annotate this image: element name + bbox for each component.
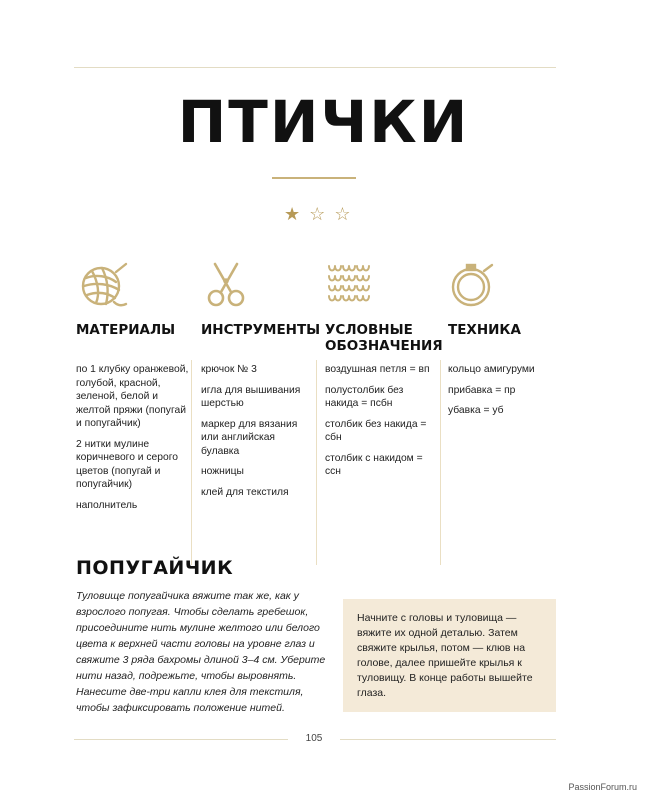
column-divider — [440, 360, 441, 565]
list-item: кольцо амигуруми — [448, 364, 535, 375]
page-number: 105 — [305, 733, 323, 744]
symbols-heading: УСЛОВНЫЕ ОБОЗНАЧЕНИЯ — [325, 322, 443, 354]
scissors-icon — [201, 262, 251, 308]
section-heading: ПОПУГАЙЧИК — [76, 557, 234, 579]
list-item: наполнитель — [76, 499, 138, 511]
column-divider — [316, 360, 317, 565]
list-item: 2 нитки мулине коричневого и серого цветов (попугай и попугайчик) — [76, 438, 178, 490]
materials-column — [76, 322, 190, 511]
technique-heading: ТЕХНИКА — [448, 322, 521, 338]
embroidery-hoop-icon — [448, 262, 498, 308]
star-empty-icon: ☆ — [334, 204, 353, 224]
section-body: Туловище попугайчика вяжите так же, как у взрослого попугая. Чтобы сделать гребешок, присоедините нить мулине желтого или белого цвета к верхней части головы на уровне глаз и свяжите 3 ряда бахромы длиной 3–4 см. Уберите нити назад, подрежьте, чтобы выровнять. Нанесите две-три капли клея для текстиля, чтобы зафиксировать положение нитей. — [76, 590, 326, 714]
footer-rule-right — [340, 739, 556, 740]
technique-column — [448, 322, 562, 416]
page-title: ПТИЧКИ — [177, 88, 470, 156]
column-divider — [191, 360, 192, 565]
yarn-ball-icon — [78, 262, 128, 308]
tip-text: Начните с головы и туловища — вяжите их одной деталью. Затем свяжите крылья, потом — клюв на голове, далее пришейте крылья к туловищу. В конце работы вышейте глаза. — [357, 612, 533, 699]
star-empty-icon: ☆ — [309, 204, 328, 224]
materials-list — [76, 363, 190, 519]
technique-list — [448, 363, 562, 425]
list-item: прибавка = пр — [448, 384, 516, 396]
symbols-list — [325, 363, 439, 486]
watermark: PassionForum.ru — [568, 782, 637, 792]
list-item: ножницы — [201, 466, 244, 477]
star-filled-icon: ★ — [284, 204, 303, 224]
list-item: столбик с накидом = ссн — [325, 452, 423, 477]
top-rule — [74, 67, 556, 68]
list-item: полустолбик без накида = псбн — [325, 384, 404, 409]
list-item: столбик без накида = сбн — [325, 418, 427, 443]
list-item: по 1 клубку оранжевой, голубой, красной, зеленой, белой и желтой пряжи (попугай и попугайчик) — [76, 364, 189, 429]
list-item: воздушная петля = вп — [325, 364, 430, 375]
list-item: убавка = уб — [448, 405, 504, 416]
symbols-column — [325, 322, 443, 477]
tools-column — [201, 322, 321, 498]
list-item: крючок № 3 — [201, 364, 257, 375]
difficulty-rating — [284, 204, 352, 225]
materials-heading: МАТЕРИАЛЫ — [76, 322, 176, 338]
knit-stitches-icon — [325, 262, 375, 308]
tools-list — [201, 363, 315, 506]
tools-heading: ИНСТРУМЕНТЫ — [201, 322, 321, 338]
footer-rule-left — [74, 739, 288, 740]
title-underline — [272, 177, 356, 179]
tip-box — [343, 599, 556, 712]
list-item: маркер для вязания или английская булавка — [201, 418, 298, 457]
list-item: игла для вышивания шерстью — [201, 384, 301, 409]
list-item: клей для текстиля — [201, 486, 289, 498]
